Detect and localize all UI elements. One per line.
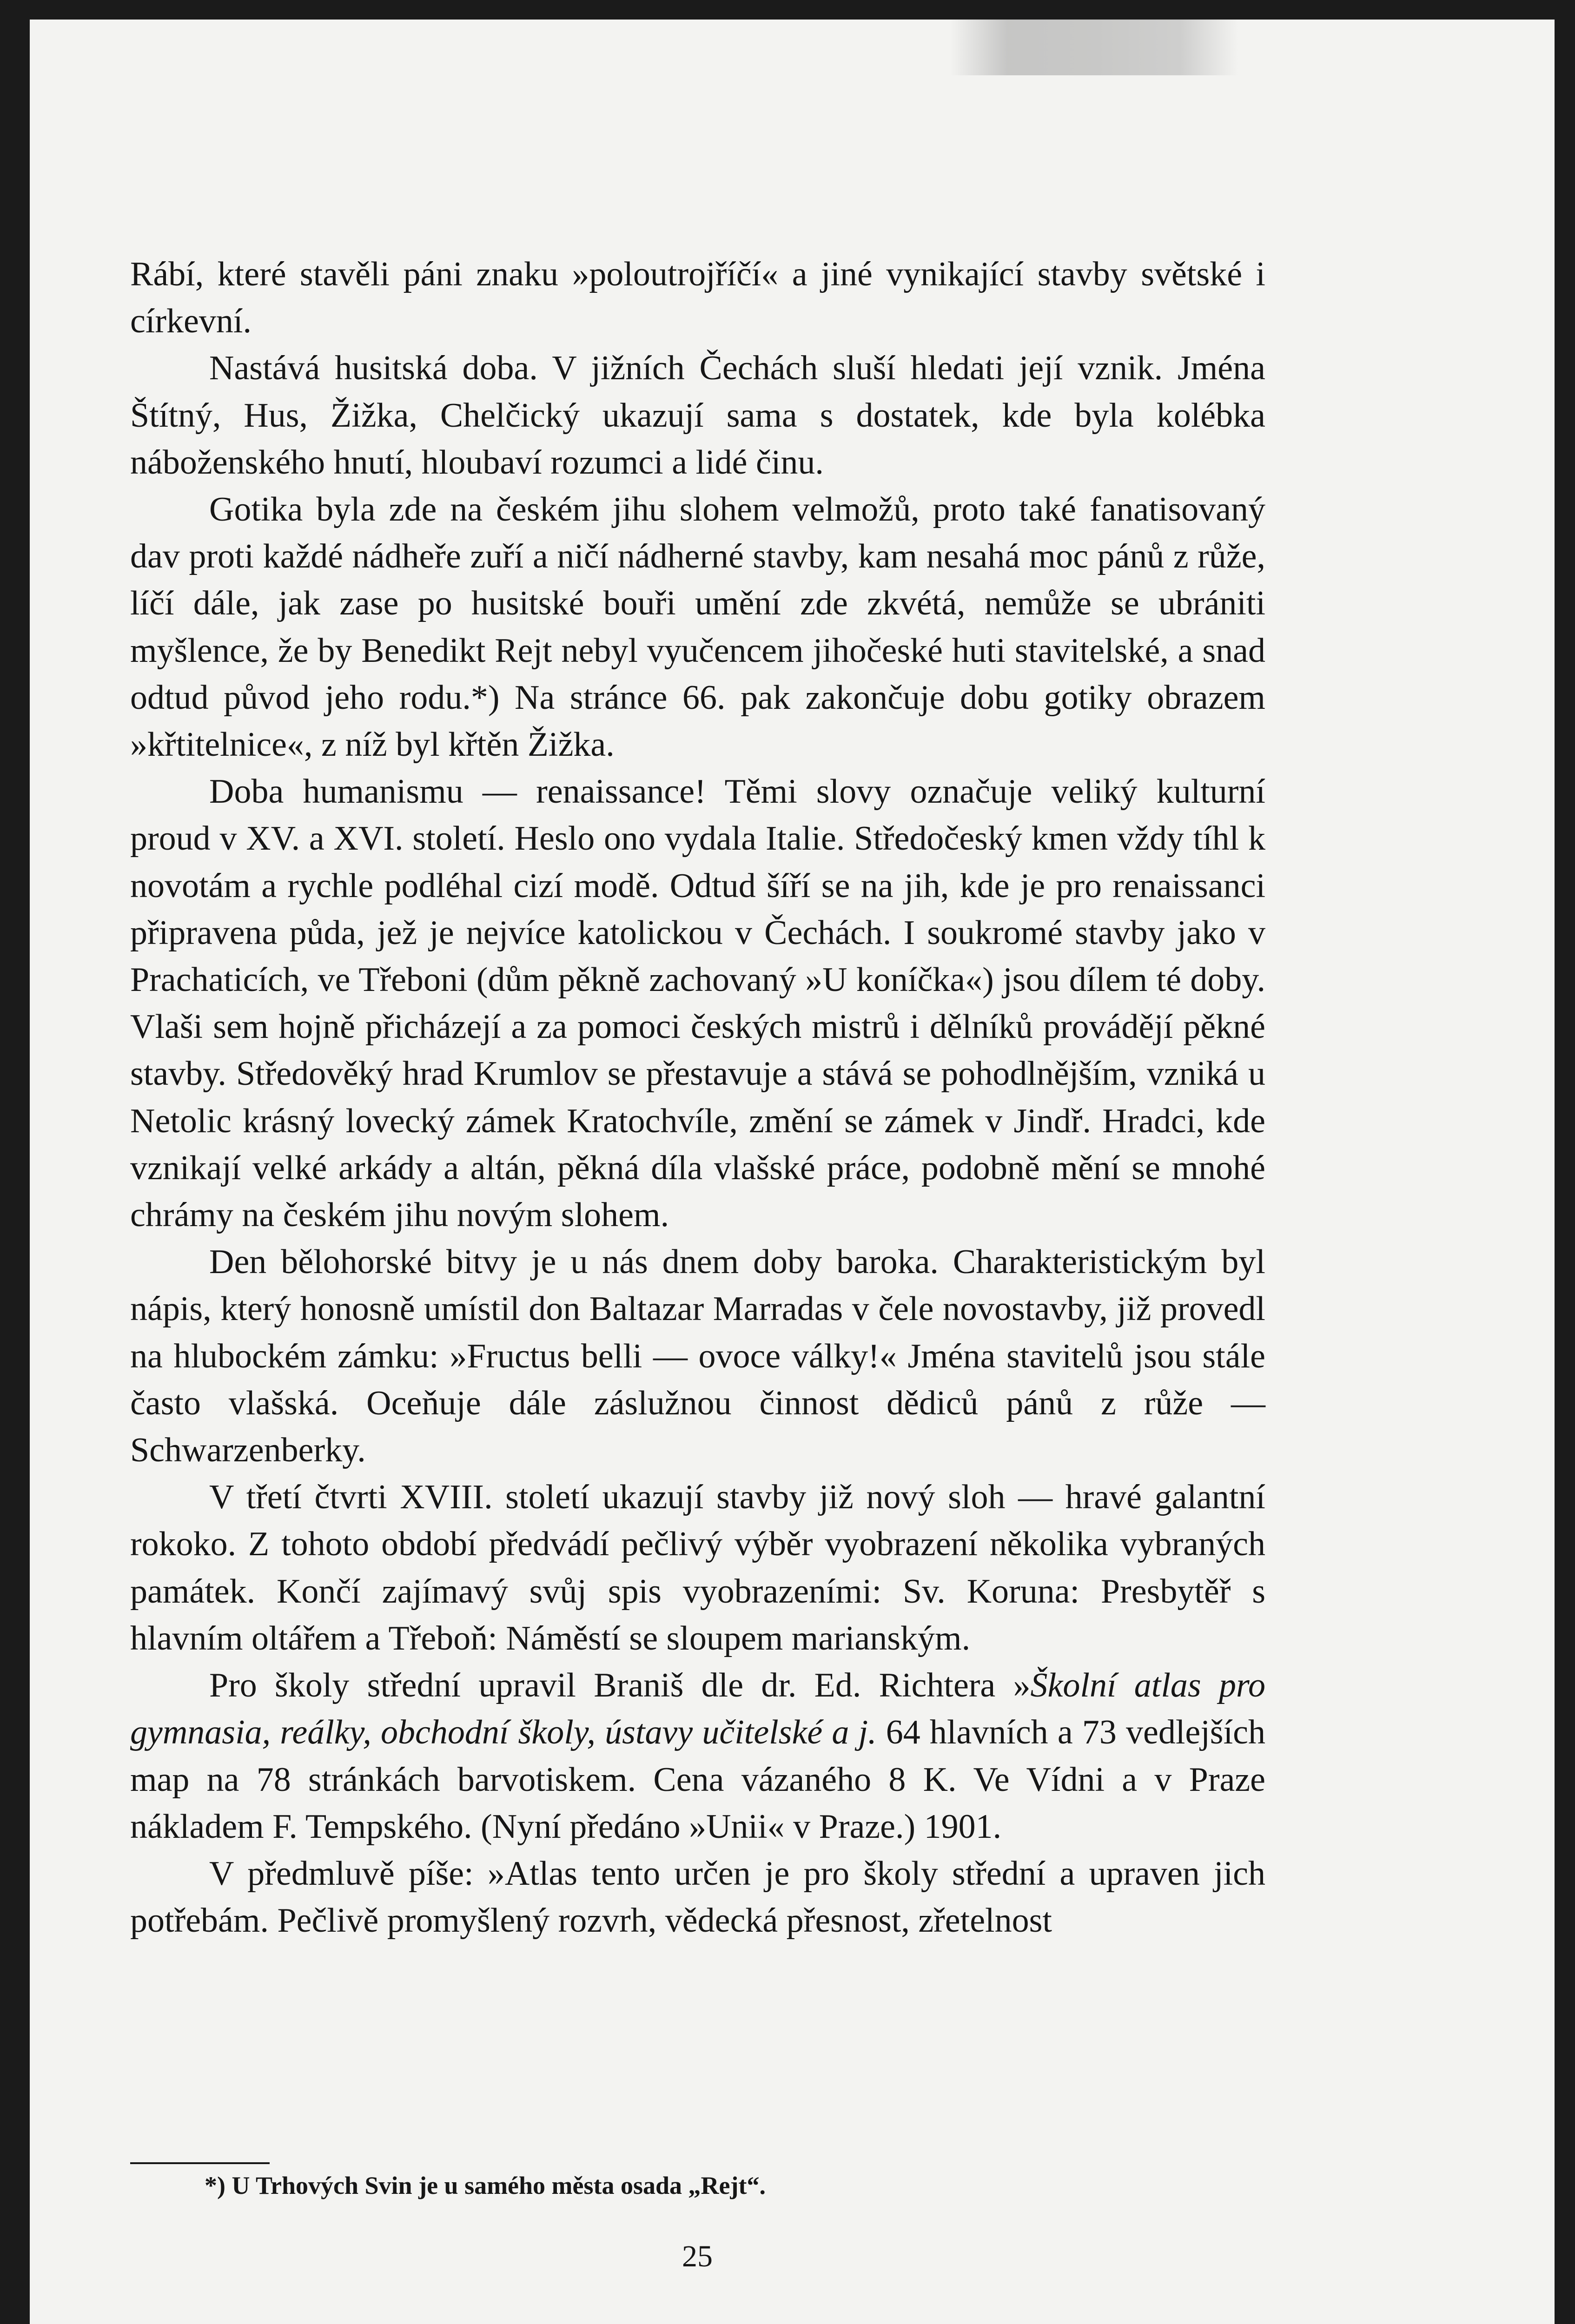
paragraph xyxy=(130,345,1265,486)
paragraph xyxy=(130,1850,1265,1944)
paragraph xyxy=(130,1239,1265,1474)
paragraph-text: Nastává husitská doba. V jižních Čechách sluší hledati její vznik. Jména Štítný, Hus, Žižka, Chelčický ukazují sama s dostatek, kde byla kolébka náboženského hnutí, hloubaví rozumci a lidé činu. xyxy=(130,349,1265,482)
paragraph-text: 64 hlavních a 73 vedlejších map na 78 stránkách barvotiskem. Cena vázaného 8 K. Ve Vídni a v Praze nákladem F. Tempského. (Nyní předáno »Unii« v Praze.) 1901. xyxy=(130,1713,1265,1846)
paragraph xyxy=(130,251,1265,345)
paragraph xyxy=(130,1474,1265,1662)
body-text xyxy=(130,251,1265,1944)
paragraph-text: Pro školy střední upravil Braniš dle dr. Ed. Richtera » xyxy=(209,1666,1031,1705)
paragraph xyxy=(130,1662,1265,1850)
page-number: 25 xyxy=(682,2239,713,2273)
footnote: *) U Trhových Svin je u samého města osada „Rejt“. xyxy=(205,2172,766,2199)
footnote-rule xyxy=(130,2162,270,2164)
paragraph xyxy=(130,486,1265,768)
paragraph-text: Gotika byla zde na českém jihu slohem velmožů, proto také fanatisovaný dav proti každé nádheře zuří a ničí nádherné stavby, kam nesahá moc pánů z růže, líčí dále, jak zase po husitské bouři umění zde zkvétá, nemůže se ubrániti myšlence, že by Benedikt Rejt nebyl vyučencem jihočeské huti stavitelské, a snad odtud původ jeho rodu.*) Na stránce 66. pak zakončuje dobu gotiky obrazem »křtitelnice«, z níž byl křtěn Žižka. xyxy=(130,490,1265,764)
paragraph-text: Rábí, které stavěli páni znaku »poloutrojříčí« a jiné vynikající stavby světské i církevní. xyxy=(130,255,1265,341)
paragraph xyxy=(130,768,1265,1239)
paragraph-text: Doba humanismu — renaissance! Těmi slovy označuje veliký kulturní proud v XV. a XVI. století. Heslo ono vydala Italie. Středočeský kmen vždy tíhl k novotám a rychle podléhal cizí modě. Odtud šíří se na jih, kde je pro renaissanci připravena půda, jež je nejvíce katolickou v Čechách. I soukromé stavby jako v Prachaticích, ve Třeboni (dům pěkně zachovaný »U koníčka«) jsou dílem té doby. Vlaši sem hojně přicházejí a za pomoci českých mistrů i dělníků provádějí pěkné stavby. Středověký hrad Krumlov se přestavuje a stává se pohodlnějším, vzniká u Netolic krásný lovecký zámek Kratochvíle, změní se zámek v Jindř. Hradci, kde vznikají velké arkády a altán, pěkná díla vlašské práce, podobně mění se mnohé chrámy na českém jihu novým slohem. xyxy=(130,772,1265,1235)
italic-title-text: Školní atlas pro gymnasia, reálky, obchodní školy, ústavy učitelské a j. xyxy=(130,1666,1266,1752)
paragraph-text: Den bělohorské bitvy je u nás dnem doby baroka. Charakteristickým byl nápis, který honosně umístil don Baltazar Marradas v čele novostavby, již provedl na hlubockém zámku: »Fructus belli — ovoce války!« Jména stavitelů jsou stále často vlašská. Oceňuje dále záslužnou činnost dědiců pánů z růže — Schwarzenberky. xyxy=(130,1243,1265,1470)
paragraph-text: V předmluvě píše: »Atlas tento určen je pro školy střední a upraven jich potřebám. Pečlivě promyšlený rozvrh, vědecká přesnost, zřetelnost xyxy=(130,1854,1265,1940)
scan-smudge xyxy=(950,20,1238,75)
paragraph-text: V třetí čtvrti XVIII. století ukazují stavby již nový sloh — hravé galantní rokoko. Z tohoto období předvádí pečlivý výběr vyobrazení několika vybraných památek. Končí zajímavý svůj spis vyobrazeními: Sv. Koruna: Presbytěř s hlavním oltářem a Třeboň: Náměstí se sloupem marianským. xyxy=(130,1478,1265,1657)
